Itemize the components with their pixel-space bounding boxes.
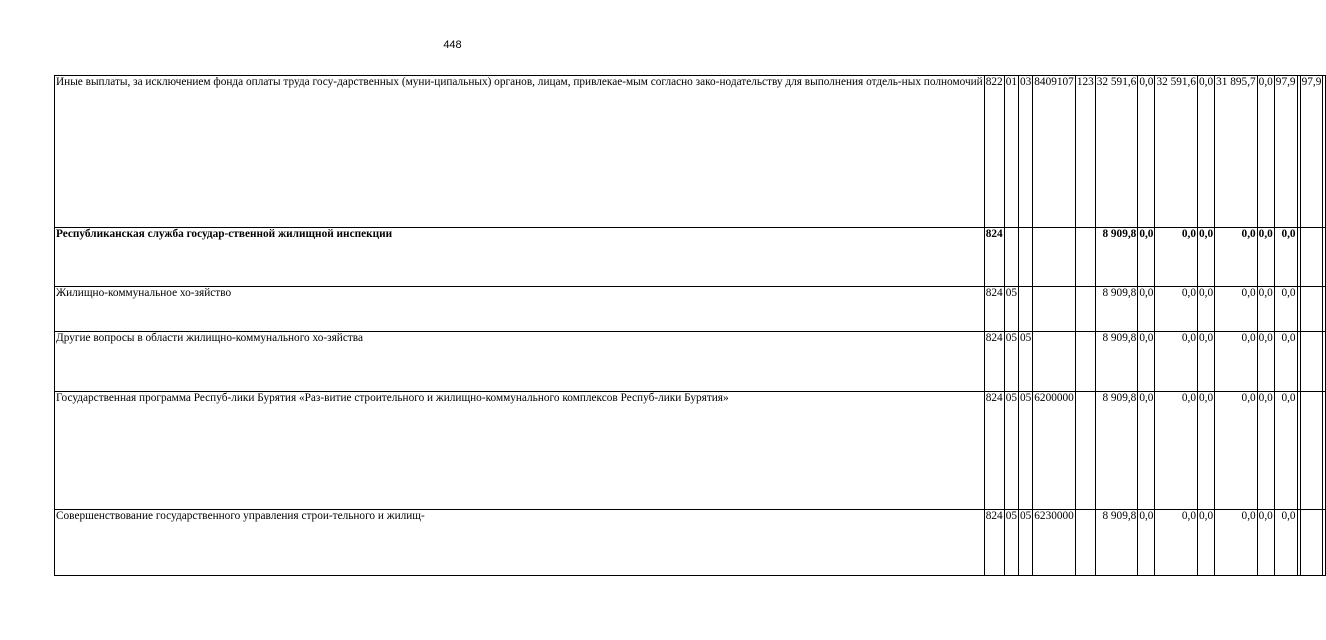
- value-9: [1300, 392, 1323, 510]
- expense-type-code: [1075, 228, 1095, 287]
- page-number: 448: [443, 39, 462, 51]
- value-1: 8 909,8: [1095, 287, 1138, 332]
- value-4: 0,0: [1198, 392, 1215, 510]
- target-code: 6200000: [1033, 392, 1076, 510]
- target-code: [1033, 228, 1076, 287]
- value-2: 0,0: [1138, 510, 1155, 576]
- ministry-code: 824: [984, 332, 1004, 392]
- value-2: 0,0: [1138, 392, 1155, 510]
- row-name: Республиканская служба государ-ственной жилищной инспекции: [55, 228, 985, 287]
- value-10: [1323, 228, 1326, 287]
- subsection-code: 05: [1018, 332, 1032, 392]
- value-7: 0,0: [1274, 332, 1297, 392]
- section-code: [1004, 228, 1018, 287]
- value-1: 8 909,8: [1095, 228, 1138, 287]
- value-9: [1300, 228, 1323, 287]
- table-row: [55, 228, 1326, 287]
- expense-type-code: [1075, 287, 1095, 332]
- value-2: 0,0: [1138, 287, 1155, 332]
- value-7: 0,0: [1274, 228, 1297, 287]
- table-row: [55, 332, 1326, 392]
- section-code: 01: [1004, 76, 1018, 228]
- row-name: Другие вопросы в области жилищно-коммунального хо-зяйства: [55, 332, 985, 392]
- value-3: 0,0: [1155, 287, 1198, 332]
- expense-type-code: 123: [1075, 76, 1095, 228]
- section-code: 05: [1004, 510, 1018, 576]
- value-3: 0,0: [1155, 510, 1198, 576]
- value-1: 8 909,8: [1095, 510, 1138, 576]
- value-9: [1300, 332, 1323, 392]
- row-name: Иные выплаты, за исключением фонда оплаты труда госу-дарственных (муни-ципальных) органов, лицам, привлекае-мым согласно зако-нодательству для выполнения отдель-ных полномочий: [55, 76, 985, 228]
- value-9: [1300, 510, 1323, 576]
- table-row: [55, 510, 1326, 576]
- value-10: [1323, 510, 1326, 576]
- value-4: 0,0: [1198, 228, 1215, 287]
- value-10: [1323, 76, 1326, 228]
- expense-type-code: [1075, 392, 1095, 510]
- ministry-code: 824: [984, 287, 1004, 332]
- subsection-code: [1018, 228, 1032, 287]
- value-5: 0,0: [1215, 510, 1258, 576]
- ministry-code: 824: [984, 510, 1004, 576]
- target-code: 8409107: [1033, 76, 1076, 228]
- value-1: 8 909,8: [1095, 392, 1138, 510]
- value-10: [1323, 287, 1326, 332]
- ministry-code: 824: [984, 228, 1004, 287]
- subsection-code: 05: [1018, 510, 1032, 576]
- value-1: 32 591,6: [1095, 76, 1138, 228]
- value-2: 0,0: [1138, 228, 1155, 287]
- value-5: 0,0: [1215, 332, 1258, 392]
- target-code: 6230000: [1033, 510, 1076, 576]
- value-6: 0,0: [1257, 510, 1274, 576]
- value-10: [1323, 332, 1326, 392]
- ministry-code: 822: [984, 76, 1004, 228]
- section-code: 05: [1004, 287, 1018, 332]
- value-4: 0,0: [1198, 332, 1215, 392]
- value-9: [1300, 287, 1323, 332]
- section-code: 05: [1004, 392, 1018, 510]
- value-7: 0,0: [1274, 287, 1297, 332]
- value-4: 0,0: [1198, 76, 1215, 228]
- value-2: 0,0: [1138, 332, 1155, 392]
- expense-type-code: [1075, 510, 1095, 576]
- value-3: 32 591,6: [1155, 76, 1198, 228]
- section-code: 05: [1004, 332, 1018, 392]
- value-5: 0,0: [1215, 287, 1258, 332]
- value-7: 97,9: [1274, 76, 1297, 228]
- expense-type-code: [1075, 332, 1095, 392]
- value-6: 0,0: [1257, 76, 1274, 228]
- value-3: 0,0: [1155, 332, 1198, 392]
- row-name: Жилищно-коммунальное хо-зяйство: [55, 287, 985, 332]
- value-6: 0,0: [1257, 332, 1274, 392]
- value-1: 8 909,8: [1095, 332, 1138, 392]
- table-row: [55, 287, 1326, 332]
- value-5: 0,0: [1215, 392, 1258, 510]
- target-code: [1033, 332, 1076, 392]
- subsection-code: [1018, 287, 1032, 332]
- row-name: Совершенствование государственного управления строи-тельного и жилищ-: [55, 510, 985, 576]
- ministry-code: 824: [984, 392, 1004, 510]
- value-2: 0,0: [1138, 76, 1155, 228]
- budget-table: [54, 75, 1326, 576]
- row-name: Государственная программа Респуб-лики Бурятия «Раз-витие строительного и жилищно-коммунального комплексов Респуб-лики Бурятия»: [55, 392, 985, 510]
- target-code: [1033, 287, 1076, 332]
- table-row: [55, 392, 1326, 510]
- value-5: 0,0: [1215, 228, 1258, 287]
- value-10: [1323, 392, 1326, 510]
- value-7: 0,0: [1274, 510, 1297, 576]
- value-3: 0,0: [1155, 392, 1198, 510]
- subsection-code: 03: [1018, 76, 1032, 228]
- value-6: 0,0: [1257, 392, 1274, 510]
- value-6: 0,0: [1257, 228, 1274, 287]
- value-4: 0,0: [1198, 510, 1215, 576]
- value-7: 0,0: [1274, 392, 1297, 510]
- table-row: [55, 76, 1326, 228]
- subsection-code: 05: [1018, 392, 1032, 510]
- value-5: 31 895,7: [1215, 76, 1258, 228]
- value-3: 0,0: [1155, 228, 1198, 287]
- value-6: 0,0: [1257, 287, 1274, 332]
- value-9: 97,9: [1300, 76, 1323, 228]
- value-4: 0,0: [1198, 287, 1215, 332]
